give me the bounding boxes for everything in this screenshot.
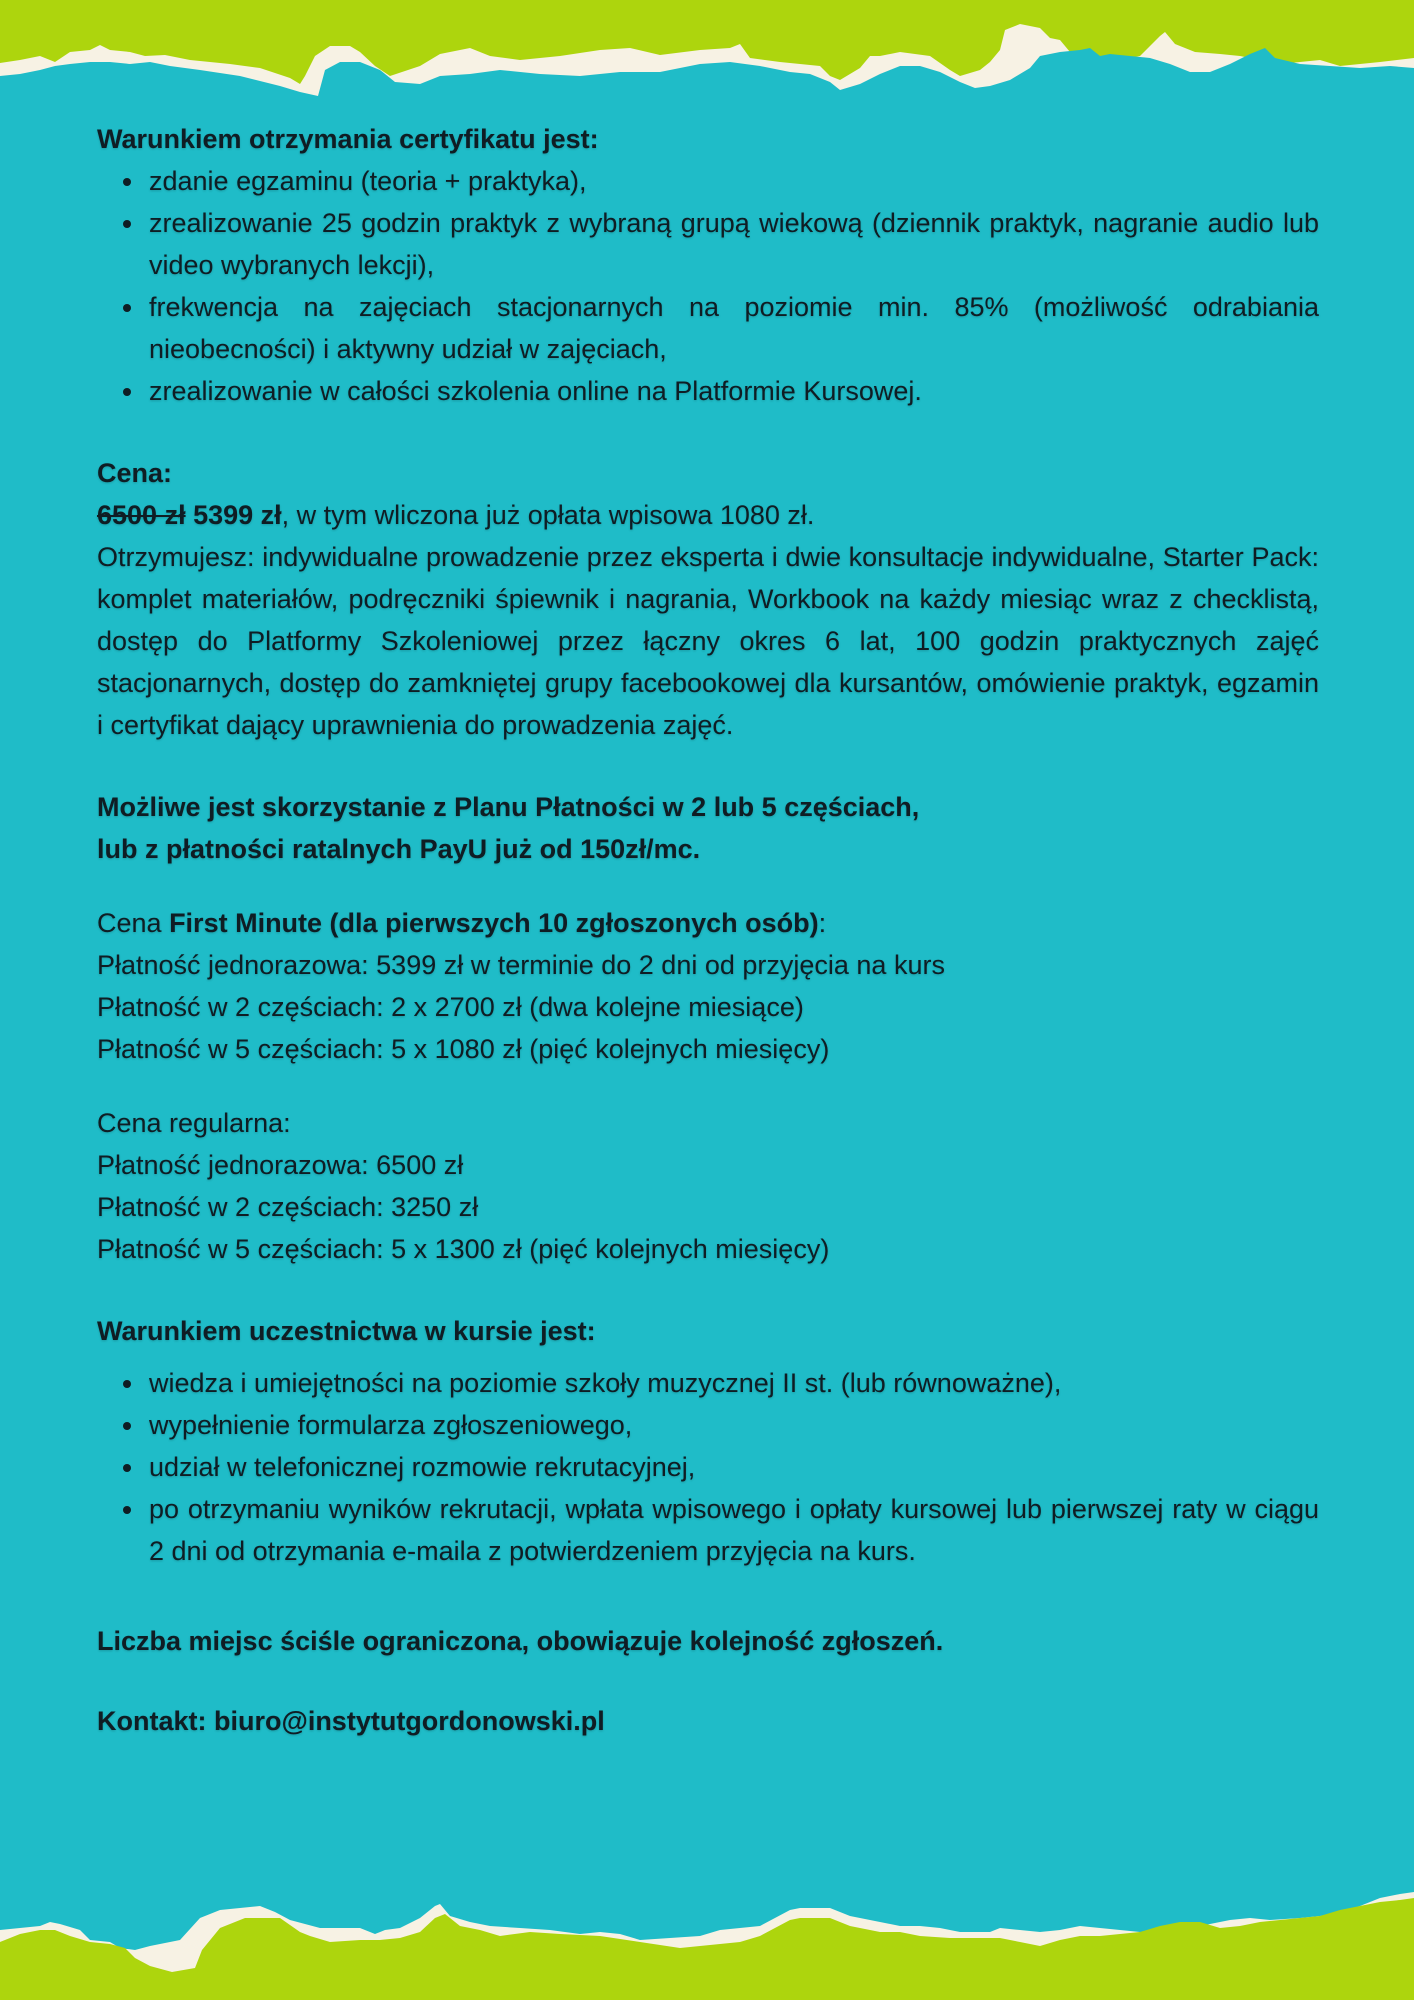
list-item: po otrzymaniu wyników rekrutacji, wpłata wpisowego i opłaty kursowej lub pierwszej raty w ciągu 2 dni od otrzymania e-maila z potwierdzeniem przyjęcia na kurs.: [97, 1488, 1319, 1572]
first-minute-label: Cena First Minute (dla pierwszych 10 zgłoszonych osób):: [97, 908, 827, 938]
regular-price-label: Cena regularna:: [97, 1108, 291, 1138]
list-item: zdanie egzaminu (teoria + praktyka),: [97, 160, 1319, 202]
bullet-icon: [123, 1380, 131, 1388]
bullet-icon: [123, 1422, 131, 1430]
first-minute-option: Płatność jednorazowa: 5399 zł w terminie do 2 dni od przyjęcia na kurs: [97, 950, 945, 980]
price-line: [97, 494, 1319, 536]
bullet-icon: [123, 1464, 131, 1472]
list-item: wiedza i umiejętności na poziomie szkoły muzycznej II st. (lub równoważne),: [97, 1362, 1319, 1404]
new-price: 5399 zł: [193, 500, 282, 530]
regular-price-option: Płatność w 5 częściach: 5 x 1300 zł (pięć kolejnych miesięcy): [97, 1234, 830, 1264]
regular-price-option: Płatność jednorazowa: 6500 zł: [97, 1150, 464, 1180]
participation-conditions-list: [97, 1362, 1319, 1572]
limited-seats-note: Liczba miejsc ściśle ograniczona, obowiązuje kolejność zgłoszeń.: [97, 1626, 944, 1656]
bullet-icon: [123, 304, 131, 312]
bullet-icon: [123, 1506, 131, 1514]
price-note: , w tym wliczona już opłata wpisowa 1080 zł.: [281, 500, 815, 530]
contact-label: Kontakt:: [97, 1706, 214, 1736]
contact-email-link[interactable]: biuro@instytutgordonowski.pl: [214, 1706, 605, 1736]
main-content: [97, 118, 1319, 1742]
old-price: 6500 zł: [97, 500, 186, 530]
list-item: wypełnienie formularza zgłoszeniowego,: [97, 1404, 1319, 1446]
torn-paper-bottom-decoration: [0, 1870, 1414, 2000]
regular-price-option: Płatność w 2 częściach: 3250 zł: [97, 1192, 479, 1222]
bullet-icon: [123, 388, 131, 396]
bullet-icon: [123, 220, 131, 228]
list-item: zrealizowanie 25 godzin praktyk z wybraną grupą wiekową (dziennik praktyk, nagranie audio lub video wybranych lekcji),: [97, 202, 1319, 286]
first-minute-option: Płatność w 2 częściach: 2 x 2700 zł (dwa kolejne miesiące): [97, 992, 804, 1022]
list-item: zrealizowanie w całości szkolenia online na Platformie Kursowej.: [97, 370, 1319, 412]
price-heading: Cena:: [97, 458, 173, 488]
certificate-heading: Warunkiem otrzymania certyfikatu jest:: [97, 124, 599, 154]
price-includes: Otrzymujesz: indywidualne prowadzenie przez eksperta i dwie konsultacje indywidualne, Starter Pack: komplet materiałów, podręczniki śpiewnik i nagrania, Workbook na każdy miesiąc wraz z checklistą, dostęp do Platformy Szkoleniowej przez łączny okres 6 lat, 100 godzin praktycznych zajęć stacjonarnych, dostęp do zamkniętej grupy facebookowej dla kursantów, omówienie praktyk, egzamin i certyfikat dający uprawnienia do prowadzenia zajęć.: [97, 542, 1319, 740]
first-minute-option: Płatność w 5 częściach: 5 x 1080 zł (pięć kolejnych miesięcy): [97, 1034, 830, 1064]
participation-heading: Warunkiem uczestnictwa w kursie jest:: [97, 1316, 596, 1346]
list-item: frekwencja na zajęciach stacjonarnych na poziomie min. 85% (możliwość odrabiania nieobecności) i aktywny udział w zajęciach,: [97, 286, 1319, 370]
contact-line: [97, 1700, 1319, 1742]
bullet-icon: [123, 178, 131, 186]
certificate-conditions-list: [97, 160, 1319, 412]
payment-plan-note: Możliwe jest skorzystanie z Planu Płatności w 2 lub 5 częściach, lub z płatności ratalnych PayU już od 150zł/mc.: [97, 792, 920, 864]
list-item: udział w telefonicznej rozmowie rekrutacyjnej,: [97, 1446, 1319, 1488]
